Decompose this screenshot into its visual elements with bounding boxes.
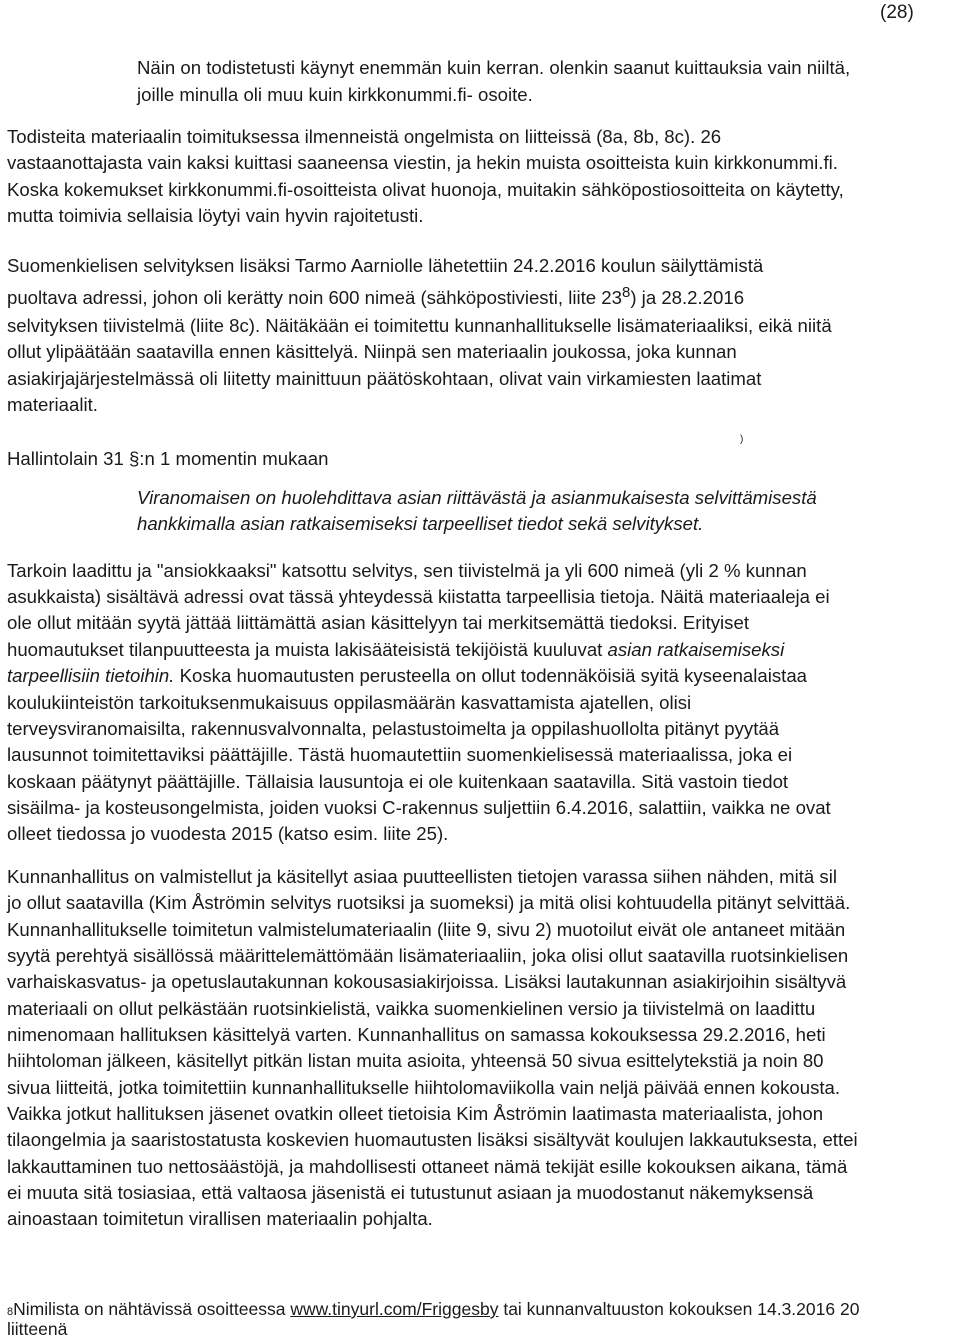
stray-parenthesis: )	[740, 434, 744, 445]
footnote-link[interactable]: www.tinyurl.com/Friggesby	[290, 1299, 499, 1319]
paragraph-line: sivua liitteitä, jotka toimitettiin kunnanhallitukselle hiihtolomaviikolla vain neljä päivää ennen kokousta.	[7, 1077, 841, 1098]
text-span: Koska huomautusten perusteella on ollut todennäköisiä syitä kyseenalaistaa	[174, 665, 808, 686]
paragraph-line	[7, 637, 784, 663]
paragraph-line: asiakirjajärjestelmässä oli liitetty mainittuun päätöskohtaan, olivat vain virkamiesten laatimat	[7, 368, 762, 389]
paragraph-line: terveysviranomaisilta, rakennusvalvonnalta, pelastustoimelta ja oppilashuollolta pitänyt pyytää	[7, 718, 780, 739]
paragraph-line: jo ollut saatavilla (Kim Åströmin selvitys ruotsiksi ja suomeksi) ja mitä olisi kohtuudella pitänyt selvittää.	[7, 892, 851, 913]
footnote-text: Nimilista on nähtävissä osoitteessa	[13, 1299, 291, 1319]
paragraph-line: mutta toimivia sellaisia löytyi vain hyvin rajoitetusti.	[7, 205, 424, 226]
paragraph-line: Suomenkielisen selvityksen lisäksi Tarmo Aarniolle lähetettiin 24.2.2016 koulun säilyttämistä	[7, 255, 764, 276]
paragraph-line	[7, 285, 744, 313]
text-span: ) ja 28.2.2016	[630, 287, 745, 308]
paragraph-line	[7, 663, 807, 689]
paragraph-line: ei muuta sitä tosiasiaa, että valtaosa jäsenistä ei tutustunut asiaan ja muodostanut näkemyksensä	[7, 1182, 814, 1203]
paragraph-line: asukkaista) sisältävä adressi ovat tässä yhteydessä kiistatta tarpeellisia tietoja. Näitä materiaaleja ei	[7, 586, 830, 607]
text-span: puoltava adressi, johon oli kerätty noin 600 nimeä (sähköpostiviesti, liite 23	[7, 287, 622, 308]
paragraph-line: lakkauttaminen tuo nettosäästöjä, ja mahdollisesti ottaneet nämä tekijät esille kokouksen aikana, tämä	[7, 1156, 848, 1177]
paragraph-line: Kunnanhallitus on valmistellut ja käsitellyt asiaa puutteellisten tietojen varassa siihen nähden, mitä sil	[7, 866, 837, 887]
paragraph-line: syytä perehtyä sisällössä määrittelemättömään lisämateriaaliin, joka olisi ollut saatavilla ruotsinkielisen	[7, 945, 849, 966]
footnote-text: tai kunnanvaltuuston kokouksen 14.3.2016 20	[498, 1299, 860, 1319]
paragraph-line: varhaiskasvatus- ja opetuslautakunnan kokousasiakirjoissa. Lisäksi lautakunnan asiakirjoihin sisältyvä	[7, 971, 847, 992]
footnote-marker: 8	[7, 1306, 14, 1318]
paragraph-line: koulukiinteistön tarkoituksenmukaisuus oppilasmäärän kasvattamista ajatellen, olisi	[7, 692, 692, 713]
paragraph-line: ainoastaan toimitetun virallisen materiaalin pohjalta.	[7, 1208, 433, 1229]
paragraph-line: hiihtoloman jälkeen, käsitellyt pitkän listan muita asioita, yhteensä 50 sivua esittelytekstiä ja noin 80	[7, 1050, 824, 1071]
paragraph-line: Vaikka jotkut hallituksen jäsenet ovatkin olleet tietoisia Kim Åströmin laatimasta materiaalista, johon	[7, 1103, 824, 1124]
quote-line: joille minulla oli muu kuin kirkkonummi.fi- osoite.	[137, 84, 533, 105]
paragraph-line: Koska kokemukset kirkkonummi.fi-osoitteista olivat huonoja, muitakin sähköpostiosoitteita on käytetty,	[7, 179, 844, 200]
law-quote-line: hankkimalla asian ratkaisemiseksi tarpeelliset tiedot sekä selvitykset.	[137, 513, 704, 534]
paragraph-line: selvityksen tiivistelmä (liite 8c). Näitäkään ei toimitettu kunnanhallitukselle lisämateriaaliksi, eikä niitä	[7, 315, 832, 336]
paragraph-line: tilaongelmia ja saaristostatusta koskevien huomautusten lisäksi sisältyvät koulujen lakkautuksesta, ettei	[7, 1129, 858, 1150]
footnote	[7, 1296, 859, 1325]
paragraph-line: vastaanottajasta vain kaksi kuittasi saaneensa viestin, ja hekin muista osoitteista kuin kirkkonummi.fi.	[7, 152, 838, 173]
text-span: huomautukset tilanpuutteesta ja muista lakisääteisistä tekijöistä kuuluvat	[7, 639, 608, 660]
quote-line: Näin on todistetusti käynyt enemmän kuin kerran. olenkin saanut kuittauksia vain niiltä,	[137, 57, 851, 78]
paragraph-line: koskaan päätynyt päättäjille. Tällaisia lausuntoja ei ole kuitenkaan saatavilla. Sitä vastoin tiedot	[7, 771, 789, 792]
section-heading: Hallintolain 31 §:n 1 momentin mukaan	[7, 448, 329, 469]
emphasis-span: tarpeellisiin tietoihin.	[7, 665, 175, 686]
paragraph-line: ole ollut mitään syytä jättää liittämättä asian käsittelyyn tai merkitsemättä tiedoksi. Erityiset	[7, 612, 749, 633]
paragraph-line: olleet tiedossa jo vuodesta 2015 (katso esim. liite 25).	[7, 823, 449, 844]
paragraph-line: ollut ylipäätään saatavilla ennen käsittelyä. Niinpä sen materiaalin joukossa, joka kunnan	[7, 341, 737, 362]
paragraph-line: Todisteita materiaalin toimituksessa ilmenneistä ongelmista on liitteissä (8a, 8b, 8c). 26	[7, 126, 722, 147]
paragraph-line: Kunnanhallitukselle toimitetun valmistelumateriaalin (liite 9, sivu 2) muotoilut eivät ole antaneet mitään	[7, 919, 846, 940]
paragraph-line: Tarkoin laadittu ja "ansiokkaaksi" katsottu selvitys, sen tiivistelmä ja yli 600 nimeä (yli 2 % kunnan	[7, 560, 807, 581]
paragraph-line: lausunnot toimitettaviksi päättäjille. Tästä huomautettiin suomenkielisessä materiaalissa, joka ei	[7, 744, 793, 765]
law-quote-line: Viranomaisen on huolehdittava asian riittävästä ja asianmukaisesta selvittämisestä	[137, 487, 817, 508]
footnote-reference: 8	[621, 284, 631, 301]
paragraph-line: nimenomaan hallituksen käsittelyä varten. Kunnanhallitus on samassa kokouksessa 29.2.2016, heti	[7, 1024, 826, 1045]
paragraph-line: materiaali on ollut pelkästään ruotsinkielistä, vaikka suomenkielinen versio ja tiivistelmä on laadittu	[7, 998, 816, 1019]
emphasis-span: asian ratkaisemiseksi	[607, 639, 785, 660]
page-number: (28)	[880, 2, 914, 23]
paragraph-line: sisäilma- ja kosteusongelmista, joiden vuoksi C-rakennus suljettiin 6.4.2016, salattiin, vaikka ne ovat	[7, 797, 831, 818]
footnote-line: liitteenä	[7, 1319, 68, 1339]
paragraph-line: materiaalit.	[7, 394, 98, 415]
